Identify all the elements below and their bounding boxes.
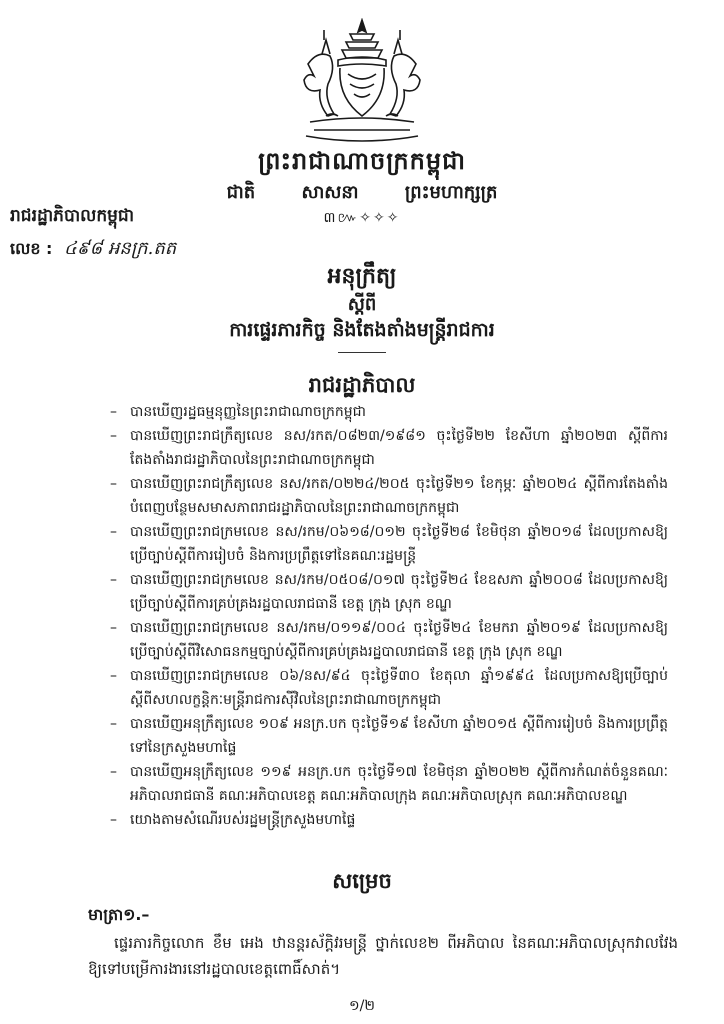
ornament-divider: ៣៚✧✧✧ [323,210,401,226]
list-item: – បានឃើញព្រះរាជក្រមលេខ នស/រកម/០៦១៨/០១២ ចុះថ្ងៃទី២៨ ខែមិថុនា ឆ្នាំ២០១៨ ដែលប្រកាសឱ្យប្រើច្បាប់ស្តីពីការរៀបចំ និងការប្រព្រឹត្តទៅនៃគណៈរដ្ឋមន្ត្រី [108,520,668,568]
reference-number: ៤៩៨ អនក្រ.តត [64,238,177,259]
issuing-authority: រាជរដ្ឋាភិបាល [308,373,416,397]
royal-emblem-icon [300,18,424,146]
document-type: អនុក្រឹត្យ [327,264,397,289]
national-motto: ជាតិ សាសនា ព្រះមហាក្សត្រ [226,182,498,203]
list-item: – បានឃើញរដ្ឋធម្មនុញ្ញនៃព្រះរាជាណាចក្រកម្ពុជា [108,400,668,424]
about-label: ស្តីពី [347,294,377,315]
considerations-list [108,400,668,832]
list-item: – បានឃើញព្រះរាជក្រមលេខ នស/រកម/០១១៩/០០៤ ចុះថ្ងៃទី២៤ ខែមករា ឆ្នាំ២០១៩ ដែលប្រកាសឱ្យប្រើច្បាប់ស្តីពីវិសោធនកម្មច្បាប់ស្តីពីការគ្រប់គ្រងរដ្ឋបាលរាជធានី ខេត្ត ក្រុង ស្រុក ខណ្ឌ [108,616,668,664]
document-subject: ការផ្ទេរភារកិច្ច និងតែងតាំងមន្ត្រីរាជការ [229,319,495,341]
list-item: – បានឃើញព្រះរាជក្រមលេខ ០៦/នស/៩៤ ចុះថ្ងៃទី៣០ ខែតុលា ឆ្នាំ១៩៩៤ ដែលប្រកាសឱ្យប្រើច្បាប់ស្តីពីសហលក្ខន្តិកៈមន្ត្រីរាជការស៊ីវិលនៃព្រះរាជាណាចក្រកម្ពុជា [108,664,668,712]
list-item: – បានឃើញអនុក្រឹត្យលេខ ១១៩ អនក្រ.បក ចុះថ្ងៃទី១៧ ខែមិថុនា ឆ្នាំ២០២២ ស្តីពីការកំណត់ចំនួនគណៈអភិបាលរាជធានី គណៈអភិបាលខេត្ត គណៈអភិបាលក្រុង គណៈអភិបាលស្រុក គណៈអភិបាលខណ្ឌ [108,760,668,808]
list-item: – យោងតាមសំណើរបស់រដ្ឋមន្ត្រីក្រសួងមហាផ្ទៃ [108,808,668,832]
decision-heading: សម្រេច [332,869,392,893]
article-label: មាត្រា១.– [88,905,150,924]
list-item: – បានឃើញព្រះរាជក្រមលេខ នស/រកម/០៥០៨/០១៧ ចុះថ្ងៃទី២៤ ខែឧសភា ឆ្នាំ២០០៨ ដែលប្រកាសឱ្យប្រើច្បាប់ស្តីពីការគ្រប់គ្រងរដ្ឋបាលរាជធានី ខេត្ត ក្រុង ស្រុក ខណ្ឌ [108,568,668,616]
issuer-name: រាជរដ្ឋាភិបាលកម្ពុជា [10,206,135,226]
article-text: ផ្ទេរភារកិច្ចលោក ខឹម អេង ឋានន្តរស័ក្តិវរមន្ត្រី ថ្នាក់លេខ២ ពីអភិបាល នៃគណៈអភិបាលស្រុកវាលវែង ឱ្យទៅបម្រើការងារនៅរដ្ឋបាលខេត្តពោធិ៍សាត់។ [88,934,678,978]
list-item: – បានឃើញព្រះរាជក្រឹត្យលេខ នស/រកត/០៨២៣/១៩៨១ ចុះថ្ងៃទី២២ ខែសីហា ឆ្នាំ២០២៣ ស្តីពីការតែងតាំងរាជរដ្ឋាភិបាលនៃព្រះរាជាណាចក្រកម្ពុជា [108,424,668,472]
page-number: ១/២ [349,998,375,1014]
list-item: – បានឃើញអនុក្រឹត្យលេខ ១០៩ អនក្រ.បក ចុះថ្ងៃទី១៩ ខែសីហា ឆ្នាំ២០១៥ ស្តីពីការរៀបចំ និងការប្រព្រឹត្តទៅនៃក្រសួងមហាផ្ទៃ [108,712,668,760]
reference-label: លេខ : [10,239,53,258]
kingdom-name: ព្រះរាជាណាចក្រកម្ពុជា [258,147,466,175]
reference-line [10,236,176,263]
list-item: – បានឃើញព្រះរាជក្រឹត្យលេខ នស/រកត/០២២៤/២០៥ ចុះថ្ងៃទី២១ ខែកុម្ភៈ ឆ្នាំ២០២៤ ស្តីពីការតែងតាំងបំពេញបន្ថែមសមាសភាពរាជរដ្ឋាភិបាលនៃព្រះរាជាណាចក្រកម្ពុជា [108,472,668,520]
title-separator [338,352,386,353]
